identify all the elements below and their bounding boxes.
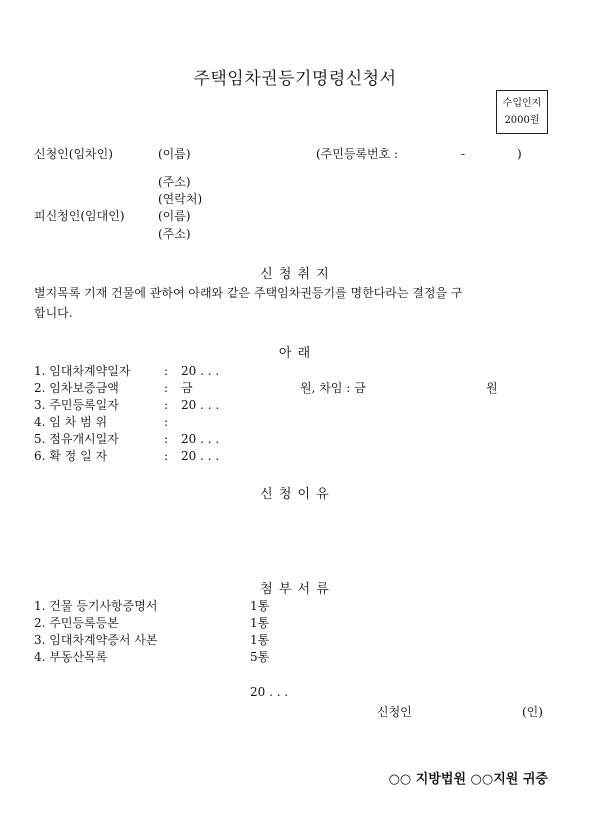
application-date: 20 . . . (250, 685, 289, 699)
details-heading: 아 래 (278, 346, 312, 361)
attachment-count: 1통 (250, 599, 270, 613)
respondent-label: 피신청인(임대인) (34, 209, 125, 223)
detail-value: 20 . . . (181, 432, 220, 446)
attachment-count: 1통 (250, 633, 270, 647)
resident-number-dash: - (461, 147, 466, 161)
applicant-resident-number-field: (주민등록번호 : (316, 147, 399, 161)
applicant-label: 신청인(임차인) (34, 147, 113, 161)
detail-colon: : (164, 398, 169, 412)
seal-mark: (인) (522, 705, 543, 719)
detail-value: 금 (181, 381, 193, 395)
purpose-heading: 신 청 취 지 (260, 267, 330, 282)
attachment-name: 4. 부동산목록 (34, 650, 108, 664)
detail-label: 6. 확 정 일 자 (34, 449, 108, 463)
detail-colon: : (164, 415, 169, 429)
resident-number-close: ) (517, 147, 522, 161)
detail-value: 20 . . . (181, 364, 220, 378)
purpose-text-line-2: 합니다. (34, 306, 73, 320)
reason-heading: 신 청 이 유 (260, 487, 330, 502)
detail-value-rent: 원, 차임 : 금 (300, 381, 366, 395)
detail-value-unit: 원 (486, 381, 498, 395)
revenue-stamp-box (496, 90, 548, 134)
respondent-address-field: (주소) (158, 227, 191, 241)
detail-label: 4. 임 차 범 위 (34, 415, 108, 429)
respondent-name-field: (이름) (158, 209, 191, 223)
detail-label: 1. 임대차계약일자 (34, 364, 131, 378)
purpose-text-line-1: 별지목록 기재 건물에 관하여 아래와 같은 주택임차권등기를 명한다라는 결정을 구 (34, 286, 463, 300)
detail-value: 20 . . . (181, 398, 220, 412)
attachment-count: 1통 (250, 616, 270, 630)
detail-colon: : (164, 432, 169, 446)
applicant-name-field: (이름) (158, 147, 191, 161)
detail-label: 3. 주민등록일자 (34, 398, 119, 412)
detail-label: 2. 임차보증금액 (34, 381, 119, 395)
signature-label: 신청인 (377, 705, 412, 719)
applicant-contact-field: (연락처) (158, 192, 203, 206)
attachments-heading: 첨 부 서 류 (260, 582, 330, 597)
detail-colon: : (164, 449, 169, 463)
attachment-name: 2. 주민등록등본 (34, 616, 119, 630)
attachment-name: 3. 임대차계약증서 사본 (34, 633, 158, 647)
stamp-label: 수입인지 (502, 98, 542, 109)
attachment-count: 5통 (250, 650, 270, 664)
attachment-name: 1. 건물 등기사항증명서 (34, 599, 158, 613)
detail-colon: : (164, 364, 169, 378)
stamp-amount: 2000원 (504, 115, 540, 126)
detail-value: 20 . . . (181, 449, 220, 463)
applicant-address-field: (주소) (158, 175, 191, 189)
court-addressee: ○○ 지방법원 ○○지원 귀중 (388, 772, 548, 787)
document-title: 주택임차권등기명령신청서 (193, 69, 397, 89)
detail-colon: : (164, 381, 169, 395)
detail-label: 5. 점유개시일자 (34, 432, 119, 446)
